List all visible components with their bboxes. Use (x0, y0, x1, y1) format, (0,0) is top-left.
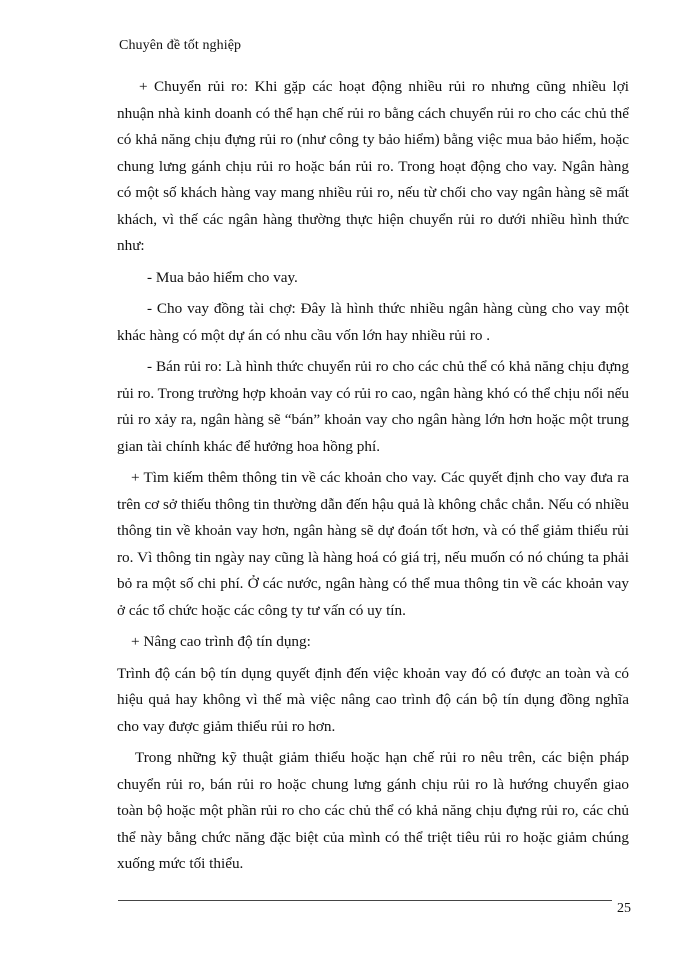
paragraph-credit-skill: Trình độ cán bộ tín dụng quyết định đến việc khoản vay đó có được an toàn và có hiệu quả hay không vì thế mà việc nâng cao trình độ cán bộ tín dụng đồng nghĩa cho vay được giảm thiểu rủi ro hơn. (117, 664, 629, 735)
bullet-syndicated-loan: - Cho vay đồng tài chợ: Đây là hình thức nhiều ngân hàng cùng cho vay một khác hàng có một dự án có nhu cầu vốn lớn hay nhiều rủi ro . (117, 300, 629, 344)
paragraph-credit-skill-heading: + Nâng cao trình độ tín dụng: (131, 633, 311, 650)
body-text (117, 74, 629, 878)
paragraph-transfer-risk: + Chuyển rủi ro: Khi gặp các hoạt động nhiều rủi ro nhưng cũng nhiều lợi nhuận nhà kinh doanh có thể hạn chế rủi ro bằng cách chuyển rủi ro cho các chủ thể có khả năng chịu đựng rủi ro (như công ty bảo hiểm) bằng việc mua bảo hiểm, hoặc chung lưng gánh chịu rủi ro hoặc bán rủi ro. Trong hoạt động cho vay. Ngân hàng có một số khách hàng vay mang nhiều rủi ro, nếu từ chối cho vay ngân hàng sẽ mất khách, vì thế các ngân hàng thường thực hiện chuyển rủi ro dưới nhiều hình thức như: (117, 78, 629, 254)
bullet-sell-risk: - Bán rủi ro: Là hình thức chuyển rủi ro cho các chủ thể có khả năng chịu đựng rủi ro. Trong trường hợp khoản vay có rủi ro cao, ngân hàng khó có thể chịu nổi nếu rủi ro xảy ra, ngân hàng sẽ “bán” khoản vay cho ngân hàng lớn hơn hoặc một trung gian tài chính khác để hưởng hoa hồng phí. (117, 358, 629, 455)
bullet-insurance: - Mua bảo hiểm cho vay. (147, 268, 298, 286)
page-number: 25 (617, 901, 631, 916)
footer-divider (118, 900, 612, 901)
paragraph-more-information: + Tìm kiếm thêm thông tin về các khoản cho vay. Các quyết định cho vay đưa ra trên cơ sở thiếu thông tin thường dẫn đến hậu quả là không chắc chắn. Nếu có nhiều thông tin về khoản vay hơn, ngân hàng sẽ dự đoán tốt hơn, và có thể giảm thiểu rủi ro. Vì thông tin ngày nay cũng là hàng hoá có giá trị, nếu muốn có nó chúng ta phải bỏ ra một số chi phí. Ở các nước, ngân hàng có thể mua thông tin về các khoản vay ở các tổ chức hoặc các công ty tư vấn có uy tín. (117, 469, 629, 619)
paragraph-conclusion: Trong những kỹ thuật giảm thiểu hoặc hạn chế rủi ro nêu trên, các biện pháp chuyển rủi ro, bán rủi ro hoặc chung lưng gánh chịu rủi ro là hướng chuyển giao toàn bộ hoặc một phần rủi ro cho các chủ thể có khả năng chịu đựng rủi ro, các chủ thể này bằng chức năng đặc biệt của mình có thể triệt tiêu rủi ro hoặc giảm chúng xuống mức tối thiểu. (117, 749, 629, 872)
running-header: Chuyên đề tốt nghiệp (119, 38, 242, 53)
